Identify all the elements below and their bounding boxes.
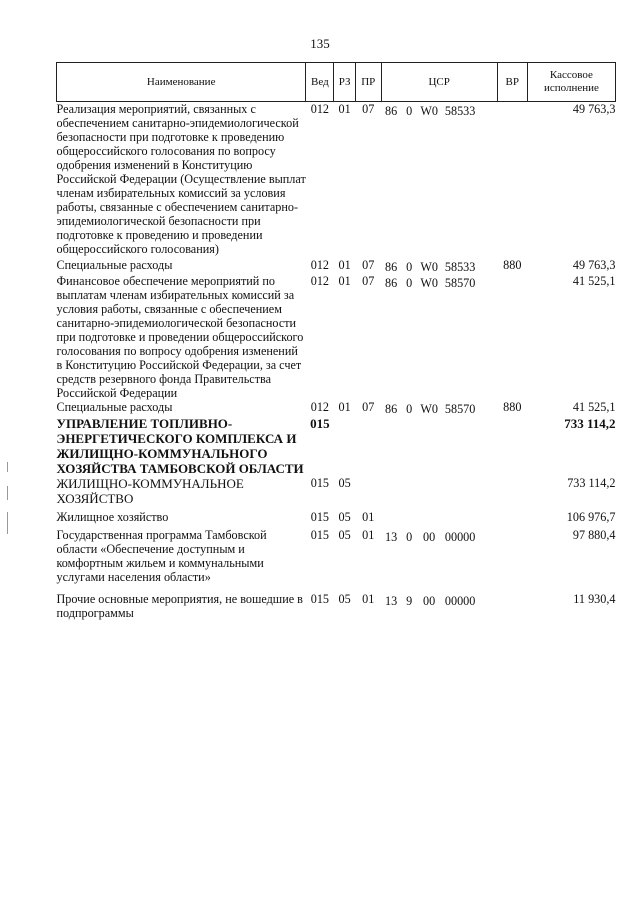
row-rz — [334, 416, 356, 476]
table-row — [57, 592, 616, 620]
row-pr: 01 — [362, 528, 375, 542]
row-name: Финансовое обеспечение мероприятий по выплатам членам избирательных комиссий за условия работы, связанные с обеспечением санитарно-эпидемиологической безопасности при подготовке и проведении общероссийского голосования по вопросу одобрения изменений в Конституцию Российской Федерации, за счет средств резервного фонда Правительства Российской Федерации — [56, 274, 304, 400]
row-pr: 01 — [362, 510, 375, 524]
csr-subprogram: 0 — [406, 402, 413, 416]
csr-program: 86 — [385, 276, 398, 290]
row-ved: 015 — [310, 592, 329, 606]
table-row — [57, 102, 616, 257]
csr-program: 13 — [385, 530, 398, 544]
csr-program: 86 — [385, 402, 398, 416]
row-rz: 05 — [338, 510, 351, 524]
row-ved: 012 — [310, 258, 329, 272]
table-row — [57, 258, 616, 274]
csr-direction: 58570 — [444, 276, 476, 290]
row-ved: 015 — [310, 416, 330, 431]
row-name: ЖИЛИЩНО-КОММУНАЛЬНОЕ ХОЗЯЙСТВО — [56, 476, 244, 506]
row-csr — [381, 258, 497, 274]
csr-direction: 58533 — [444, 104, 476, 118]
table-header-row — [57, 63, 616, 102]
row-vr — [497, 102, 527, 257]
margin-scan-marks — [5, 462, 11, 536]
row-vr: 880 — [503, 258, 522, 272]
row-pr: 07 — [362, 102, 375, 116]
csr-event: W0 — [420, 402, 438, 416]
row-amount: 49 763,3 — [572, 258, 616, 272]
row-rz: 01 — [338, 274, 351, 288]
row-vr: 880 — [503, 400, 522, 414]
row-csr — [381, 528, 497, 584]
csr-direction: 58570 — [444, 402, 476, 416]
csr-program: 86 — [385, 260, 398, 274]
row-csr — [381, 592, 497, 620]
header-pr: ПР — [355, 63, 381, 102]
row-pr: 07 — [362, 258, 375, 272]
table-row — [57, 528, 616, 584]
table-row — [57, 274, 616, 400]
row-amount: 11 930,4 — [573, 592, 616, 606]
row-csr — [381, 102, 497, 257]
csr-event: W0 — [420, 104, 438, 118]
row-rz: 01 — [338, 102, 351, 116]
header-csr: ЦСР — [381, 63, 497, 102]
row-spacer — [57, 584, 616, 592]
csr-event: 00 — [423, 594, 436, 608]
row-csr — [381, 400, 497, 416]
row-ved: 012 — [310, 274, 329, 288]
csr-subprogram: 0 — [406, 276, 413, 290]
row-ved: 015 — [310, 528, 329, 542]
row-amount: 733 114,2 — [567, 476, 616, 490]
row-vr — [497, 592, 527, 620]
budget-execution-table — [56, 62, 616, 620]
csr-subprogram: 0 — [406, 104, 413, 118]
header-vr: ВР — [497, 63, 527, 102]
row-name: Жилищное хозяйство — [56, 510, 169, 524]
row-ved: 015 — [310, 510, 329, 524]
csr-subprogram: 9 — [406, 594, 413, 608]
csr-event: W0 — [420, 260, 438, 274]
row-rz: 05 — [338, 592, 351, 606]
row-vr — [497, 416, 527, 476]
row-amount: 41 525,1 — [572, 400, 616, 414]
row-ved: 015 — [310, 476, 329, 490]
table-row — [57, 510, 616, 524]
csr-event: W0 — [420, 276, 438, 290]
row-rz: 05 — [338, 528, 351, 542]
row-name: Реализация мероприятий, связанных с обеспечением санитарно-эпидемиологической безопасности при подготовке к проведению общероссийского голосования по вопросу одобрения изменений в Конституцию Российской Федерации (Осуществление выплат членам избирательных комиссий за условия работы, связанные с обеспечением санитарно-эпидемиологической безопасности при подготовке к проведению и проведении общероссийского голосования) — [56, 102, 306, 256]
row-amount: 106 976,7 — [566, 510, 616, 524]
page-number: 135 — [310, 36, 330, 51]
row-ved: 012 — [310, 400, 329, 414]
header-name: Наименование — [57, 63, 306, 102]
table-body — [57, 102, 616, 621]
row-pr — [355, 416, 381, 476]
csr-subprogram: 0 — [406, 530, 413, 544]
row-pr: 07 — [362, 274, 375, 288]
row-pr: 07 — [362, 400, 375, 414]
row-name: Государственная программа Тамбовской области «Обеспечение доступным и комфортным жильем и коммунальными услугами населения области» — [56, 528, 267, 584]
table-row — [57, 476, 616, 506]
row-csr — [381, 416, 497, 476]
row-name: Прочие основные мероприятия, не вошедшие в подпрограммы — [56, 592, 303, 620]
row-name: Специальные расходы — [56, 258, 173, 272]
csr-subprogram: 0 — [406, 260, 413, 274]
header-rz: РЗ — [334, 63, 356, 102]
header-amount: Кассовое исполнение — [527, 63, 615, 102]
row-csr — [381, 510, 497, 524]
row-amount: 97 880,4 — [572, 528, 616, 542]
csr-direction: 58533 — [444, 260, 476, 274]
row-amount: 49 763,3 — [572, 102, 616, 116]
table-row — [57, 416, 616, 476]
csr-direction: 00000 — [444, 530, 476, 544]
row-pr: 01 — [362, 592, 375, 606]
row-vr — [497, 476, 527, 506]
csr-program: 86 — [385, 104, 398, 118]
csr-event: 00 — [423, 530, 436, 544]
row-vr — [497, 510, 527, 524]
row-name: УПРАВЛЕНИЕ ТОПЛИВНО-ЭНЕРГЕТИЧЕСКОГО КОМПЛЕКСА И ЖИЛИЩНО-КОММУНАЛЬНОГО ХОЗЯЙСТВА ТАМБОВСКОЙ ОБЛАСТИ — [56, 416, 304, 476]
csr-program: 13 — [385, 594, 398, 608]
row-vr — [497, 274, 527, 400]
row-amount: 733 114,2 — [564, 416, 616, 431]
row-vr — [497, 528, 527, 584]
row-rz: 05 — [338, 476, 351, 490]
table-row — [57, 400, 616, 416]
row-pr — [355, 476, 381, 506]
row-name: Специальные расходы — [56, 400, 173, 414]
row-rz: 01 — [338, 400, 351, 414]
row-amount: 41 525,1 — [572, 274, 616, 288]
row-csr — [381, 274, 497, 400]
row-ved: 012 — [310, 102, 329, 116]
header-ved: Вед — [306, 63, 334, 102]
csr-direction: 00000 — [444, 594, 476, 608]
row-csr — [381, 476, 497, 506]
row-rz: 01 — [338, 258, 351, 272]
